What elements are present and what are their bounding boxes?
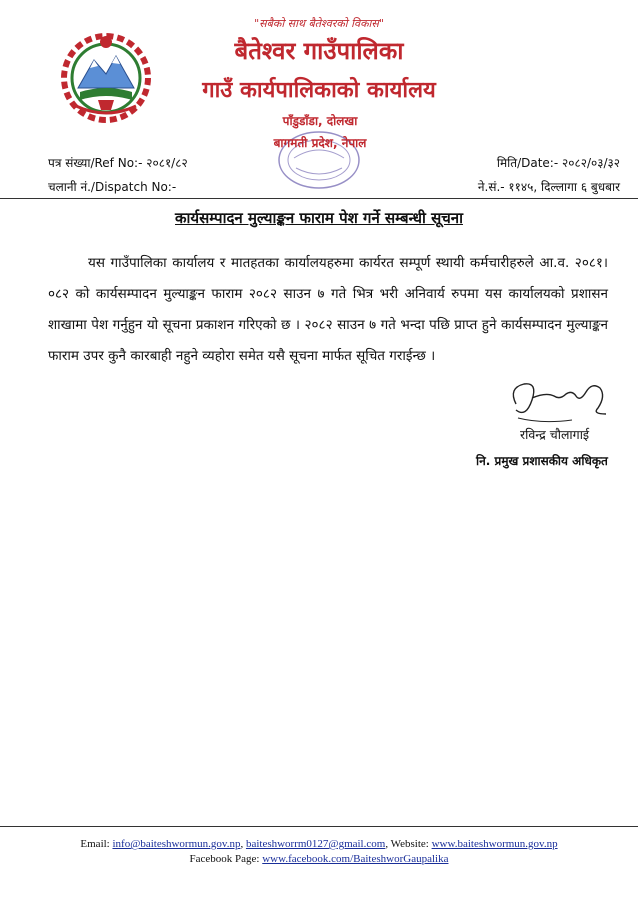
- website-link[interactable]: www.baiteshwormun.gov.np: [431, 838, 558, 850]
- notice-body-text: यस गाउँपालिका कार्यालय र मातहतका कार्यालयहरुमा कार्यरत सम्पूर्ण स्थायी कर्मचारीहरुले आ.व. २०८१।०८२ को कार्यसम्पादन मुल्याङ्कन फाराम २०८२ साउन ७ गते भित्र भरी अनिवार्य रुपमा यस कार्यालयको प्रशासन शाखामा पेश गर्नुहुन यो सूचना प्रकाशन गरिएको छ । २०८२ साउन ७ गते भन्दा पछि प्राप्त हुने कार्यसम्पादन मुल्याङ्कन फाराम उपर कुनै कारबाही नहुने व्यहोरा समेत यसै सूचना मार्फत सूचित गराईन्छ ।: [48, 255, 608, 364]
- reference-number: पत्र संख्या/Ref No:- २०८१/८२: [48, 156, 188, 170]
- email-link-gmail[interactable]: baiteshworrm0127@gmail.com: [245, 838, 386, 850]
- facebook-label: Facebook Page:: [189, 853, 260, 865]
- footer-contact-line: Email: info@baiteshwormun.gov.np, baiteshworrm0127@gmail.com, Website: www.baiteshwormun.gov.np: [80, 838, 558, 850]
- org-name-line2: गाउँ कार्यपालिकाको कार्यालय: [202, 78, 436, 103]
- website-label: Website:: [390, 838, 429, 850]
- notice-body: [48, 248, 608, 372]
- nepal-samvat-date: ने.सं.- ११४५, दिल्लागा ६ बुधबार: [477, 180, 620, 194]
- org-name-line1: बैतेश्वर गाउँपालिका: [234, 37, 404, 65]
- footer-divider: [0, 826, 638, 827]
- notice-subject: कार्यसम्पादन मुल्याङ्कन फाराम पेश गर्ने सम्बन्धी सूचना: [175, 209, 463, 227]
- email-label: Email:: [80, 838, 110, 850]
- signatory-designation: नि. प्रमुख प्रशासकीय अधिकृत: [476, 454, 608, 468]
- email-link-info[interactable]: info@baiteshwormun.gov.np: [112, 838, 241, 850]
- dispatch-number: चलानी नं./Dispatch No:-: [48, 180, 177, 194]
- footer-facebook-line: [0, 853, 638, 865]
- letter-date: मिति/Date:- २०८२/०३/३२: [496, 156, 620, 170]
- header-divider: [0, 198, 638, 199]
- facebook-link[interactable]: www.facebook.com/BaiteshworGaupalika: [262, 853, 449, 865]
- office-address-line1: पाँडुडाँडा, दोलखा: [282, 114, 358, 128]
- signatory-name: रविन्द्र चौलागाई: [520, 427, 590, 442]
- office-address-line2: बागमती प्रदेश, नेपाल: [273, 136, 367, 150]
- slogan: "सबैको साथ बैतेश्वरको विकास": [254, 17, 384, 30]
